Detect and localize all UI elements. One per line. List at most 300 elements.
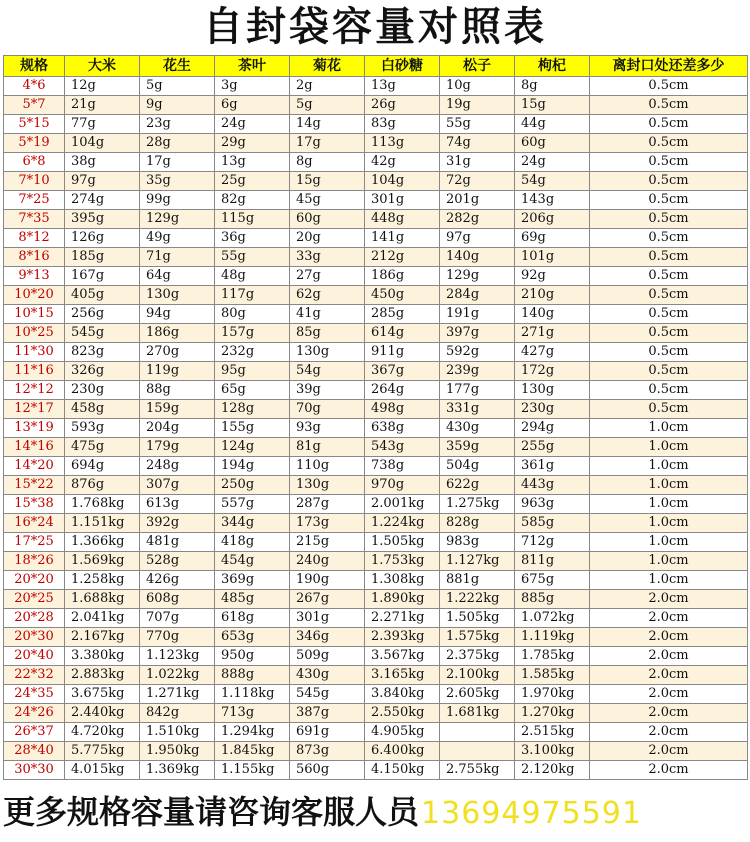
capacity-cell: 3.100kg [515,742,590,761]
table-row [4,134,748,153]
seal-gap-cell: 1.0cm [590,476,748,495]
capacity-cell: 45g [290,191,365,210]
capacity-cell: 618g [215,609,290,628]
capacity-cell: 31g [440,153,515,172]
capacity-cell: 1.155kg [215,761,290,780]
capacity-cell: 232g [215,343,290,362]
capacity-cell: 83g [365,115,440,134]
capacity-cell: 215g [290,533,365,552]
capacity-cell: 159g [140,400,215,419]
capacity-cell: 230g [515,400,590,419]
capacity-cell: 85g [290,324,365,343]
table-row [4,191,748,210]
seal-gap-cell: 0.5cm [590,286,748,305]
capacity-cell: 613g [140,495,215,514]
column-header: 茶叶 [215,56,290,77]
seal-gap-cell: 0.5cm [590,305,748,324]
capacity-cell: 876g [65,476,140,495]
capacity-cell: 10g [440,77,515,96]
capacity-cell: 1.575kg [440,628,515,647]
table-row [4,400,748,419]
capacity-cell: 194g [215,457,290,476]
column-header: 花生 [140,56,215,77]
capacity-cell: 239g [440,362,515,381]
capacity-cell: 36g [215,229,290,248]
capacity-cell: 593g [65,419,140,438]
capacity-cell: 1.258kg [65,571,140,590]
capacity-cell: 65g [215,381,290,400]
capacity-cell: 443g [515,476,590,495]
table-row [4,248,748,267]
capacity-cell: 2.883kg [65,666,140,685]
capacity-cell: 369g [215,571,290,590]
capacity-cell: 485g [215,590,290,609]
capacity-cell: 387g [290,704,365,723]
capacity-cell: 274g [65,191,140,210]
capacity-cell: 294g [515,419,590,438]
table-row [4,628,748,647]
table-row [4,552,748,571]
spec-cell: 4*6 [4,77,65,96]
capacity-cell: 3.675kg [65,685,140,704]
table-row [4,343,748,362]
seal-gap-cell: 0.5cm [590,115,748,134]
capacity-cell: 450g [365,286,440,305]
spec-cell: 6*8 [4,153,65,172]
seal-gap-cell: 0.5cm [590,381,748,400]
capacity-cell: 143g [515,191,590,210]
capacity-cell: 2.605kg [440,685,515,704]
spec-cell: 20*28 [4,609,65,628]
capacity-cell: 3.567kg [365,647,440,666]
table-row [4,476,748,495]
table-row [4,723,748,742]
spec-cell: 8*16 [4,248,65,267]
capacity-cell: 212g [365,248,440,267]
capacity-cell: 427g [515,343,590,362]
capacity-cell: 885g [515,590,590,609]
table-row [4,571,748,590]
spec-cell: 22*32 [4,666,65,685]
capacity-cell: 2g [290,77,365,96]
spec-cell: 8*12 [4,229,65,248]
seal-gap-cell: 2.0cm [590,742,748,761]
spec-cell: 5*15 [4,115,65,134]
capacity-cell: 186g [365,267,440,286]
capacity-cell: 888g [215,666,290,685]
capacity-cell: 4.015kg [65,761,140,780]
seal-gap-cell: 0.5cm [590,134,748,153]
capacity-cell: 55g [440,115,515,134]
capacity-cell: 14g [290,115,365,134]
capacity-cell: 448g [365,210,440,229]
capacity-cell: 481g [140,533,215,552]
capacity-cell: 653g [215,628,290,647]
capacity-cell: 713g [215,704,290,723]
table-body [4,77,748,780]
table-row [4,609,748,628]
spec-cell: 10*25 [4,324,65,343]
capacity-cell: 12g [65,77,140,96]
spec-cell: 10*20 [4,286,65,305]
spec-cell: 5*7 [4,96,65,115]
capacity-cell: 6g [215,96,290,115]
capacity-cell: 250g [215,476,290,495]
capacity-cell: 1.222kg [440,590,515,609]
capacity-cell: 124g [215,438,290,457]
capacity-cell: 1.072kg [515,609,590,628]
table-row [4,267,748,286]
capacity-cell: 285g [365,305,440,324]
capacity-cell: 301g [290,609,365,628]
capacity-cell: 287g [290,495,365,514]
capacity-cell: 1.688kg [65,590,140,609]
capacity-cell: 8g [290,153,365,172]
capacity-cell: 25g [215,172,290,191]
seal-gap-cell: 2.0cm [590,685,748,704]
capacity-cell: 2.001kg [365,495,440,514]
capacity-cell: 110g [290,457,365,476]
capacity-cell: 2.041kg [65,609,140,628]
column-header: 大米 [65,56,140,77]
table-row [4,362,748,381]
capacity-cell: 284g [440,286,515,305]
capacity-cell: 185g [65,248,140,267]
capacity-cell: 2.271kg [365,609,440,628]
capacity-cell: 93g [290,419,365,438]
capacity-cell: 1.275kg [440,495,515,514]
capacity-cell: 1.294kg [215,723,290,742]
capacity-cell: 509g [290,647,365,666]
capacity-cell: 983g [440,533,515,552]
capacity-cell: 99g [140,191,215,210]
capacity-cell: 128g [215,400,290,419]
spec-cell: 10*15 [4,305,65,324]
capacity-cell: 608g [140,590,215,609]
capacity-cell: 911g [365,343,440,362]
capacity-cell: 430g [290,666,365,685]
capacity-cell: 1.118kg [215,685,290,704]
table-row [4,647,748,666]
seal-gap-cell: 1.0cm [590,457,748,476]
capacity-cell: 738g [365,457,440,476]
spec-cell: 7*35 [4,210,65,229]
capacity-cell: 140g [440,248,515,267]
capacity-cell: 331g [440,400,515,419]
capacity-cell: 475g [65,438,140,457]
table-row [4,172,748,191]
table-row [4,286,748,305]
table-row [4,533,748,552]
capacity-cell: 54g [290,362,365,381]
capacity-cell: 823g [65,343,140,362]
capacity-cell: 13g [365,77,440,96]
capacity-cell: 177g [440,381,515,400]
capacity-cell [440,723,515,742]
spec-cell: 11*16 [4,362,65,381]
capacity-cell: 2.375kg [440,647,515,666]
footer-text: 更多规格容量请咨询客服人员 [3,793,420,831]
seal-gap-cell: 2.0cm [590,666,748,685]
table-row [4,305,748,324]
capacity-cell: 1.151kg [65,514,140,533]
capacity-cell: 21g [65,96,140,115]
capacity-cell: 104g [65,134,140,153]
capacity-cell: 49g [140,229,215,248]
capacity-cell [440,742,515,761]
capacity-cell: 264g [365,381,440,400]
capacity-cell: 498g [365,400,440,419]
capacity-cell: 155g [215,419,290,438]
table-row [4,495,748,514]
capacity-cell: 675g [515,571,590,590]
table-row [4,590,748,609]
capacity-cell: 545g [65,324,140,343]
capacity-cell: 206g [515,210,590,229]
capacity-cell: 4.905kg [365,723,440,742]
capacity-cell: 691g [290,723,365,742]
capacity-cell: 27g [290,267,365,286]
table-row [4,514,748,533]
capacity-cell: 361g [515,457,590,476]
capacity-cell: 528g [140,552,215,571]
capacity-cell: 141g [365,229,440,248]
table-row [4,381,748,400]
spec-cell: 9*13 [4,267,65,286]
column-header: 枸杞 [515,56,590,77]
capacity-cell: 72g [440,172,515,191]
capacity-cell: 271g [515,324,590,343]
capacity-cell: 1.768kg [65,495,140,514]
seal-gap-cell: 0.5cm [590,172,748,191]
capacity-cell: 1.890kg [365,590,440,609]
capacity-cell: 5g [140,77,215,96]
capacity-cell: 23g [140,115,215,134]
capacity-cell: 397g [440,324,515,343]
capacity-cell: 42g [365,153,440,172]
capacity-cell: 191g [440,305,515,324]
capacity-cell: 70g [290,400,365,419]
capacity-cell: 167g [65,267,140,286]
capacity-cell: 1.950kg [140,742,215,761]
capacity-cell: 74g [440,134,515,153]
capacity-cell: 301g [365,191,440,210]
spec-cell: 17*25 [4,533,65,552]
capacity-cell: 1.681kg [440,704,515,723]
capacity-cell: 54g [515,172,590,191]
table-row [4,96,748,115]
capacity-cell: 130g [290,343,365,362]
capacity-cell: 9g [140,96,215,115]
table-row [4,229,748,248]
spec-cell: 7*10 [4,172,65,191]
capacity-cell: 3.380kg [65,647,140,666]
capacity-cell: 186g [140,324,215,343]
spec-cell: 24*35 [4,685,65,704]
spec-cell: 20*20 [4,571,65,590]
spec-cell: 15*22 [4,476,65,495]
capacity-cell: 15g [515,96,590,115]
seal-gap-cell: 1.0cm [590,419,748,438]
seal-gap-cell: 2.0cm [590,723,748,742]
capacity-cell: 92g [515,267,590,286]
capacity-cell: 828g [440,514,515,533]
capacity-cell: 1.505kg [365,533,440,552]
capacity-cell: 842g [140,704,215,723]
capacity-cell: 545g [290,685,365,704]
seal-gap-cell: 2.0cm [590,761,748,780]
capacity-cell: 157g [215,324,290,343]
capacity-cell: 1.505kg [440,609,515,628]
capacity-cell: 8g [515,77,590,96]
capacity-cell: 392g [140,514,215,533]
capacity-cell: 557g [215,495,290,514]
capacity-cell: 395g [65,210,140,229]
column-header: 菊花 [290,56,365,77]
table-row [4,324,748,343]
capacity-cell: 82g [215,191,290,210]
capacity-cell: 29g [215,134,290,153]
capacity-cell: 24g [515,153,590,172]
seal-gap-cell: 1.0cm [590,438,748,457]
capacity-cell: 267g [290,590,365,609]
capacity-cell: 970g [365,476,440,495]
capacity-cell: 48g [215,267,290,286]
spec-cell: 20*30 [4,628,65,647]
capacity-cell: 17g [140,153,215,172]
spec-cell: 12*17 [4,400,65,419]
seal-gap-cell: 2.0cm [590,609,748,628]
capacity-cell: 1.585kg [515,666,590,685]
table-row [4,666,748,685]
spec-cell: 24*26 [4,704,65,723]
capacity-cell: 2.515kg [515,723,590,742]
spec-cell: 30*30 [4,761,65,780]
capacity-cell: 173g [290,514,365,533]
capacity-cell: 1.119kg [515,628,590,647]
capacity-cell: 430g [440,419,515,438]
capacity-cell: 97g [65,172,140,191]
capacity-cell: 28g [140,134,215,153]
capacity-cell: 712g [515,533,590,552]
capacity-cell: 326g [65,362,140,381]
capacity-cell: 115g [215,210,290,229]
capacity-cell: 15g [290,172,365,191]
capacity-cell: 64g [140,267,215,286]
capacity-cell: 172g [515,362,590,381]
capacity-cell: 130g [290,476,365,495]
capacity-cell: 1.270kg [515,704,590,723]
capacity-cell: 248g [140,457,215,476]
capacity-table [3,55,748,780]
capacity-cell: 1.366kg [65,533,140,552]
column-header: 规格 [4,56,65,77]
capacity-cell: 282g [440,210,515,229]
capacity-cell: 240g [290,552,365,571]
capacity-cell: 2.755kg [440,761,515,780]
capacity-cell: 35g [140,172,215,191]
spec-cell: 28*40 [4,742,65,761]
capacity-cell: 140g [515,305,590,324]
capacity-cell: 1.569kg [65,552,140,571]
capacity-cell: 622g [440,476,515,495]
capacity-cell: 2.550kg [365,704,440,723]
capacity-cell: 2.100kg [440,666,515,685]
spec-cell: 5*19 [4,134,65,153]
seal-gap-cell: 1.0cm [590,533,748,552]
capacity-cell: 210g [515,286,590,305]
table-row [4,153,748,172]
capacity-cell: 33g [290,248,365,267]
table-row [4,438,748,457]
capacity-cell: 39g [290,381,365,400]
capacity-cell: 1.123kg [140,647,215,666]
capacity-cell: 129g [440,267,515,286]
spec-cell: 7*25 [4,191,65,210]
seal-gap-cell: 0.5cm [590,248,748,267]
page-title: 自封袋容量对照表 [203,4,547,50]
capacity-cell: 367g [365,362,440,381]
seal-gap-cell: 0.5cm [590,343,748,362]
capacity-cell: 694g [65,457,140,476]
capacity-cell: 950g [215,647,290,666]
capacity-cell: 2.393kg [365,628,440,647]
capacity-cell: 126g [65,229,140,248]
capacity-cell: 1.970kg [515,685,590,704]
capacity-cell: 504g [440,457,515,476]
seal-gap-cell: 1.0cm [590,552,748,571]
capacity-cell: 255g [515,438,590,457]
table-row [4,457,748,476]
capacity-cell: 24g [215,115,290,134]
capacity-cell: 17g [290,134,365,153]
capacity-cell: 3g [215,77,290,96]
column-header: 离封口处还差多少 [590,56,748,77]
table-row [4,685,748,704]
table-row [4,761,748,780]
seal-gap-cell: 0.5cm [590,191,748,210]
seal-gap-cell: 0.5cm [590,362,748,381]
capacity-cell: 585g [515,514,590,533]
table-row [4,742,748,761]
capacity-cell: 3.840kg [365,685,440,704]
capacity-cell: 101g [515,248,590,267]
spec-cell: 12*12 [4,381,65,400]
seal-gap-cell: 1.0cm [590,514,748,533]
table-row [4,419,748,438]
capacity-cell: 1.753kg [365,552,440,571]
capacity-cell: 71g [140,248,215,267]
capacity-cell: 811g [515,552,590,571]
capacity-cell: 117g [215,286,290,305]
capacity-cell: 770g [140,628,215,647]
capacity-cell: 963g [515,495,590,514]
capacity-cell: 1.127kg [440,552,515,571]
capacity-cell: 77g [65,115,140,134]
capacity-cell: 26g [365,96,440,115]
spec-cell: 26*37 [4,723,65,742]
capacity-cell: 19g [440,96,515,115]
seal-gap-cell: 0.5cm [590,96,748,115]
spec-cell: 14*20 [4,457,65,476]
capacity-cell: 13g [215,153,290,172]
capacity-cell: 80g [215,305,290,324]
seal-gap-cell: 1.0cm [590,495,748,514]
seal-gap-cell: 0.5cm [590,324,748,343]
seal-gap-cell: 0.5cm [590,210,748,229]
capacity-cell: 405g [65,286,140,305]
capacity-cell: 1.022kg [140,666,215,685]
